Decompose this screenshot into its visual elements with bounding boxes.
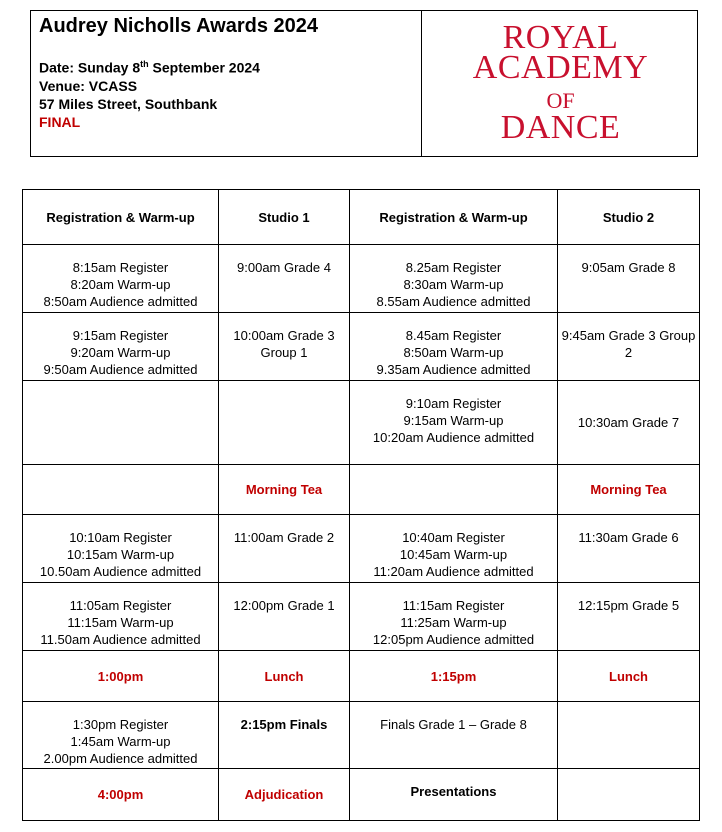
cell-line: 12:05pm Audience admitted: [372, 632, 535, 647]
cell-line: 10:15am Warm-up: [66, 547, 175, 562]
cell-line: Presentations: [410, 784, 497, 799]
cell-line: 8.55am Audience admitted: [376, 294, 531, 309]
event-address: 57 Miles Street, Southbank: [39, 95, 218, 112]
cell-line: 8:20am Warm-up: [70, 277, 171, 292]
cell-line: 11.50am Audience admitted: [40, 632, 201, 647]
table-cell-reg-2: [350, 313, 558, 381]
table-cell-reg-1: [23, 515, 219, 583]
table-cell-reg-1: [23, 465, 219, 515]
table-cell-studio-2: [558, 583, 700, 651]
table-cell-studio-1: [219, 651, 350, 702]
cell-line: 10:45am Warm-up: [399, 547, 508, 562]
table-row: [23, 313, 700, 381]
cell-line: 10:10am Register: [69, 530, 172, 545]
event-title: Audrey Nicholls Awards 2024: [39, 15, 319, 37]
table-cell-reg-1: [23, 702, 219, 769]
table-row: [23, 245, 700, 313]
table-cell-reg-2: [350, 465, 558, 515]
logo-line-2: ACADEMY: [472, 49, 649, 86]
cell-line: Lunch: [609, 668, 648, 684]
cell-line: 9:15am Warm-up: [403, 413, 504, 428]
date-prefix: Date: Sunday 8: [39, 59, 141, 76]
table-cell-studio-1: [219, 465, 350, 515]
table-cell-reg-1: [23, 583, 219, 651]
table-cell-reg-1: [23, 313, 219, 381]
table-cell-reg-1: [23, 651, 219, 702]
cell-line: 10:40am Register: [402, 530, 505, 545]
cell-line: 10:00am Grade 3: [233, 328, 335, 343]
table-row: [23, 769, 700, 821]
logo-line-1: ROYAL: [502, 19, 619, 56]
table-cell-reg-2: [350, 381, 558, 465]
col-header-studio-2: Studio 2: [558, 190, 700, 245]
table-row: [23, 651, 700, 702]
cell-line: 2.00pm Audience admitted: [43, 751, 198, 766]
cell-line: 8.25am Register: [405, 260, 502, 275]
col-header-registration-1: Registration & Warm-up: [23, 190, 219, 245]
cell-line: 8:30am Warm-up: [403, 277, 504, 292]
table-cell-studio-1: [219, 702, 350, 769]
event-venue: Venue: VCASS: [39, 77, 138, 94]
cell-line: Lunch: [264, 668, 304, 684]
cell-line: Finals Grade 1 – Grade 8: [380, 717, 527, 732]
table-cell-reg-1: [23, 245, 219, 313]
cell-line: 12:15pm Grade 5: [577, 598, 680, 613]
cell-line: 11:00am Grade 2: [233, 530, 335, 545]
table-cell-reg-1: [23, 769, 219, 821]
table-header-row: [23, 190, 700, 245]
table-row: [23, 465, 700, 515]
cell-line: 9:20am Warm-up: [70, 345, 171, 360]
logo-line-4: DANCE: [500, 109, 621, 146]
table-cell-studio-1: [219, 515, 350, 583]
event-info: [39, 15, 419, 131]
table-cell-reg-2: [350, 583, 558, 651]
table-row: [23, 381, 700, 465]
event-date: [39, 55, 419, 77]
cell-line: 12:00pm Grade 1: [233, 598, 335, 613]
logo-line-3: OF: [546, 88, 575, 113]
cell-line: 8:15am Register: [72, 260, 169, 275]
cell-line: 8:50am Warm-up: [403, 345, 504, 360]
schedule-body: [23, 245, 700, 821]
date-suffix-sup: th: [140, 59, 149, 69]
cell-line: 2: [624, 345, 633, 360]
cell-line: 10.50am Audience admitted: [39, 564, 202, 579]
table-cell-studio-1: [219, 381, 350, 465]
cell-line: Morning Tea: [590, 482, 667, 497]
cell-line: 10:30am Grade 7: [577, 415, 680, 430]
cell-line: 4:00pm: [97, 787, 144, 802]
schedule-table: [22, 189, 700, 821]
status-label: FINAL: [39, 113, 81, 130]
cell-line: 11:05am Register: [69, 598, 172, 613]
table-row: [23, 702, 700, 769]
cell-line: Morning Tea: [245, 482, 323, 497]
cell-line: 11:15am Warm-up: [67, 615, 174, 630]
table-cell-studio-2: [558, 381, 700, 465]
cell-line: 1:30pm Register: [72, 717, 169, 732]
cell-line: 8.45am Register: [405, 328, 502, 343]
table-cell-reg-2: [350, 769, 558, 821]
table-cell-studio-1: [219, 583, 350, 651]
table-cell-studio-1: [219, 769, 350, 821]
col-header-registration-2: Registration & Warm-up: [350, 190, 558, 245]
col-header-studio-1: Studio 1: [219, 190, 350, 245]
cell-line: 9.35am Audience admitted: [376, 362, 531, 377]
cell-line: Adjudication: [244, 787, 324, 802]
cell-line: 2:15pm Finals: [240, 717, 328, 732]
table-cell-studio-2: [558, 651, 700, 702]
table-cell-reg-1: [23, 381, 219, 465]
cell-line: 9:05am Grade 8: [581, 260, 676, 275]
table-cell-reg-2: [350, 245, 558, 313]
cell-line: 8:50am Audience admitted: [43, 294, 198, 309]
cell-line: 9:50am Audience admitted: [43, 362, 198, 377]
table-cell-studio-2: [558, 515, 700, 583]
cell-line: 9:10am Register: [405, 396, 502, 411]
cell-line: 10:20am Audience admitted: [372, 430, 535, 445]
table-row: [23, 583, 700, 651]
table-cell-studio-2: [558, 245, 700, 313]
table-cell-reg-2: [350, 651, 558, 702]
cell-line: 9:45am Grade 3 Group: [561, 328, 696, 343]
table-cell-studio-2: [558, 313, 700, 381]
cell-line: 11:30am Grade 6: [578, 530, 679, 545]
table-cell-studio-2: [558, 769, 700, 821]
cell-line: 1:15pm: [430, 668, 477, 684]
header-box: [30, 10, 698, 157]
cell-line: 9:15am Register: [72, 328, 169, 343]
cell-line: 1:45am Warm-up: [70, 734, 171, 749]
table-cell-reg-2: [350, 515, 558, 583]
cell-line: 9:00am Grade 4: [237, 260, 331, 275]
table-cell-studio-2: [558, 702, 700, 769]
table-cell-studio-1: [219, 313, 350, 381]
cell-line: 11:15am Register: [402, 598, 505, 613]
table-cell-studio-1: [219, 245, 350, 313]
cell-line: 11:25am Warm-up: [400, 615, 507, 630]
rad-logo: [422, 11, 699, 156]
table-cell-studio-2: [558, 465, 700, 515]
cell-line: 1:00pm: [97, 668, 144, 684]
cell-line: 11:20am Audience admitted: [373, 564, 534, 579]
table-cell-reg-2: [350, 702, 558, 769]
table-row: [23, 515, 700, 583]
cell-line: Group 1: [260, 345, 308, 360]
date-suffix: September 2024: [148, 59, 260, 76]
